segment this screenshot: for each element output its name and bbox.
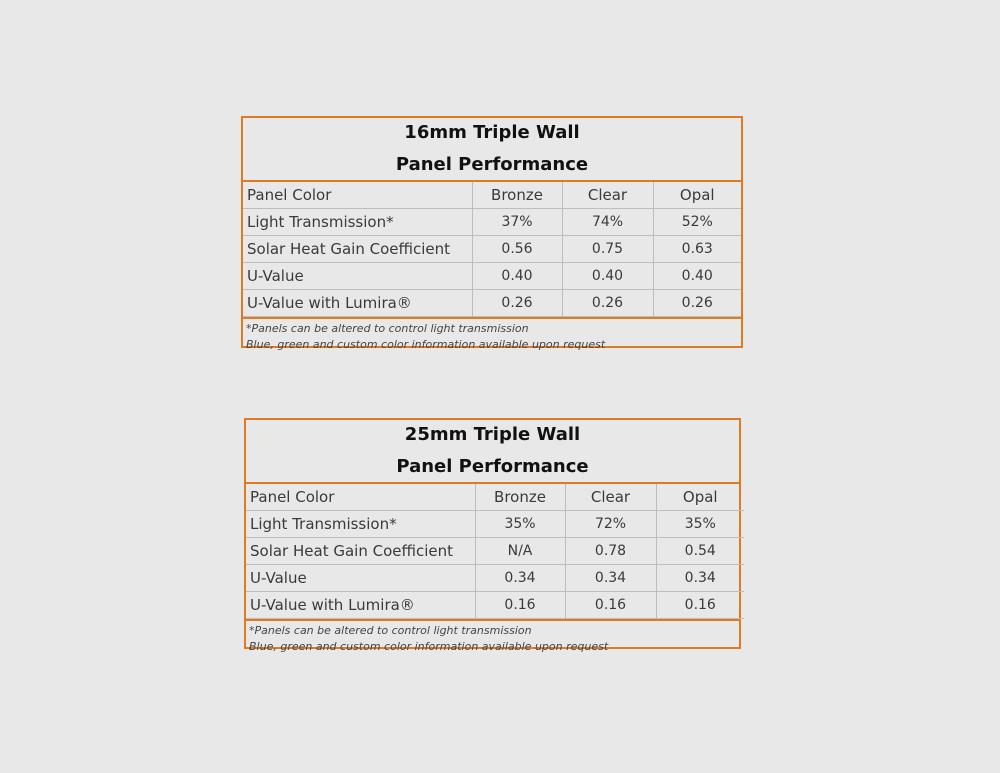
cell-opal: 0.54: [656, 538, 744, 565]
footnote-line2: Blue, green and custom color information available upon request: [246, 338, 606, 351]
table-row: [243, 290, 741, 317]
table-footnote: [243, 317, 741, 355]
cell-opal: 0.34: [656, 565, 744, 592]
cell-opal: 35%: [656, 511, 744, 538]
header-opal: Opal: [653, 182, 741, 209]
header-row: [246, 484, 744, 511]
cell-clear: 0.75: [562, 236, 653, 263]
performance-grid: [243, 182, 741, 317]
cell-bronze: 0.16: [475, 592, 565, 619]
cell-opal: 52%: [653, 209, 741, 236]
cell-clear: 0.78: [565, 538, 656, 565]
footnote-line1: *Panels can be altered to control light transmission: [249, 624, 532, 637]
header-clear: Clear: [565, 484, 656, 511]
table-title-line2: Panel Performance: [395, 154, 589, 175]
table-title-line1: 16mm Triple Wall: [404, 122, 580, 143]
header-clear: Clear: [562, 182, 653, 209]
cell-clear: 0.16: [565, 592, 656, 619]
row-label: U-Value: [246, 565, 475, 592]
row-label: U-Value with Lumira®: [243, 290, 472, 317]
header-panel-color: Panel Color: [243, 182, 472, 209]
header-opal: Opal: [656, 484, 744, 511]
cell-bronze: 0.56: [472, 236, 562, 263]
cell-bronze: 0.40: [472, 263, 562, 290]
footnote-line2: Blue, green and custom color information available upon request: [249, 640, 609, 653]
table-title-line1: 25mm Triple Wall: [404, 424, 581, 445]
cell-bronze: 0.26: [472, 290, 562, 317]
row-label: U-Value with Lumira®: [246, 592, 475, 619]
table-row: [246, 565, 744, 592]
header-bronze: Bronze: [472, 182, 562, 209]
table-row: [243, 209, 741, 236]
table-title: [243, 118, 741, 182]
header-row: [243, 182, 741, 209]
panel-performance-table-25mm: [244, 418, 741, 653]
row-label: U-Value: [243, 263, 472, 290]
cell-bronze: 35%: [475, 511, 565, 538]
cell-clear: 0.26: [562, 290, 653, 317]
header-bronze: Bronze: [475, 484, 565, 511]
table-row: [246, 592, 744, 619]
cell-bronze: 0.34: [475, 565, 565, 592]
row-label: Light Transmission*: [246, 511, 475, 538]
table-title: [246, 420, 739, 484]
cell-opal: 0.16: [656, 592, 744, 619]
table-row: [246, 511, 744, 538]
row-label: Light Transmission*: [243, 209, 472, 236]
cell-clear: 0.34: [565, 565, 656, 592]
row-label: Solar Heat Gain Coefficient: [243, 236, 472, 263]
cell-clear: 0.40: [562, 263, 653, 290]
table-title-line2: Panel Performance: [396, 456, 589, 477]
header-panel-color: Panel Color: [246, 484, 475, 511]
cell-opal: 0.40: [653, 263, 741, 290]
table-row: [243, 236, 741, 263]
cell-bronze: 37%: [472, 209, 562, 236]
table-footnote: [246, 619, 739, 657]
panel-performance-table-16mm: [241, 116, 743, 351]
table-row: [243, 263, 741, 290]
row-label: Solar Heat Gain Coefficient: [246, 538, 475, 565]
performance-grid: [246, 484, 744, 619]
cell-clear: 72%: [565, 511, 656, 538]
cell-opal: 0.63: [653, 236, 741, 263]
footnote-line1: *Panels can be altered to control light transmission: [246, 322, 529, 335]
table-row: [246, 538, 744, 565]
cell-clear: 74%: [562, 209, 653, 236]
cell-opal: 0.26: [653, 290, 741, 317]
cell-bronze: N/A: [475, 538, 565, 565]
